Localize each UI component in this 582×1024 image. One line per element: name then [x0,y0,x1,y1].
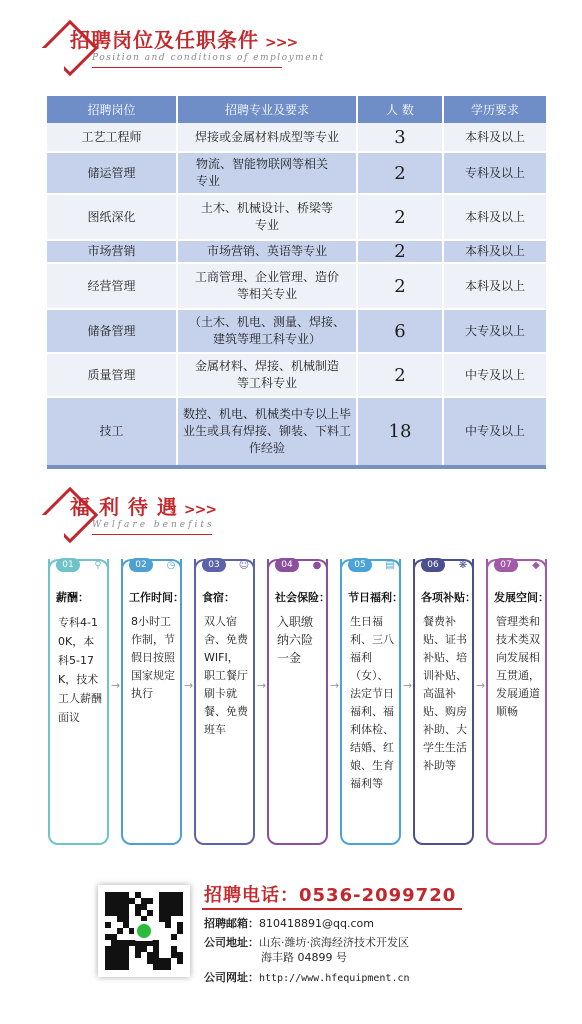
card-title: 各项补贴： [421,591,476,604]
contact-block [98,885,480,985]
card-body: 入职缴纳六险一金 [277,615,314,665]
section-header-positions [40,22,360,82]
count-cell: 2 [357,152,443,194]
arrow-right-icon: → [476,679,486,692]
requirement-cell: 数控、机电、机械类中专以上毕业生或具有焊接、铆装、下料工作经验 [177,397,357,467]
card-title: 节日福利： [348,591,403,604]
section-title: 福 利 待 遇 >>> [70,495,217,519]
education-cell: 本科及以上 [443,240,546,263]
circle-icon: ● [312,560,322,571]
table-row [47,309,546,353]
table-row [47,152,546,194]
wechat-icon [134,921,154,941]
recruit-phone: 招聘电话：0536-2099720 [204,885,457,906]
count-cell: 2 [357,194,443,240]
position-cell: 经营管理 [47,263,177,309]
table-row [47,263,546,309]
table-row [47,194,546,240]
count-cell: 18 [357,397,443,467]
position-cell: 市场营销 [47,240,177,263]
card-body: 双人宿舍、免费WIFI，职工餐厅刷卡就餐、免费班车 [204,615,248,736]
card-body: 生日福利、三八福利（女）、法定节日福利、福利体检、结婚、红娘、生育福利等 [350,615,394,790]
table-row [47,353,546,397]
card-body: 餐费补贴、证书补贴、培训补贴、高温补贴、购房补助、大学生生活补助等 [423,615,467,772]
education-cell: 大专及以上 [443,309,546,353]
search-icon: ⚲ [94,560,102,571]
benefits-cards [48,559,548,849]
count-cell: 2 [357,353,443,397]
table-row [47,240,546,263]
arrow-right-icon: → [403,679,413,692]
position-cell: 储备管理 [47,309,177,353]
requirement-cell: 工商管理、企业管理、造价等相关专业 [177,263,357,309]
table-header-row [47,96,546,123]
requirement-cell: 金属材料、焊接、机械制造等工科专业 [177,353,357,397]
column-header: 招聘岗位 [47,96,177,123]
arrow-right-icon: → [257,679,267,692]
education-cell: 本科及以上 [443,194,546,240]
card-title: 薪酬： [56,591,89,604]
position-cell: 工艺工程师 [47,123,177,152]
card-number: 03 [202,558,226,572]
table-row [47,397,546,467]
benefit-card-lodging [194,559,255,845]
count-cell: 2 [357,240,443,263]
document-icon: ▤ [385,560,395,571]
education-cell: 中专及以上 [443,353,546,397]
address-row: 公司地址：山东·潍坊·滨海经济技术开发区 [204,936,409,949]
website-row: 公司网址：http://www.hfequipment.cn [204,971,410,984]
benefit-card-holiday [340,559,401,845]
arrow-right-icon: → [184,679,194,692]
column-header: 人 数 [357,96,443,123]
position-cell: 技工 [47,397,177,467]
requirement-cell: （土木、机电、测量、焊接、建筑等理工科专业） [177,309,357,353]
card-number: 07 [494,558,518,572]
education-cell: 专科及以上 [443,152,546,194]
card-number: 02 [129,558,153,572]
benefit-card-hours [121,559,182,845]
benefit-card-development [486,559,547,845]
user-icon: ☺ [238,560,250,571]
card-title: 发展空间： [494,591,549,604]
card-body: 8小时工作制，节假日按照国家规定执行 [131,615,175,700]
address-line2: 海丰路 04899 号 [261,951,347,964]
card-title: 社会保险： [275,591,330,604]
card-title: 食宿： [202,591,235,604]
jobs-table [47,96,546,469]
email-link[interactable]: 810418891@qq.com [259,917,374,930]
position-cell: 质量管理 [47,353,177,397]
count-cell: 6 [357,309,443,353]
website-link[interactable]: http://www.hfequipment.cn [259,973,410,984]
requirement-cell: 土木、机械设计、桥梁等专业 [177,194,357,240]
card-body: 管理类和技术类双向发展相互贯通，发展通道顺畅 [496,615,540,718]
gear-icon: ❋ [458,560,468,571]
section-title: 招聘岗位及任职条件 >>> [70,28,298,52]
table-row [47,123,546,152]
card-title: 工作时间： [129,591,184,604]
count-cell: 3 [357,123,443,152]
qr-code[interactable] [98,885,190,977]
card-body: 专科4-10K，本科5-17K，技术工人薪酬面议 [58,616,102,724]
benefit-card-subsidy [413,559,474,845]
arrow-right-icon: → [111,679,121,692]
benefit-card-insurance [267,559,328,845]
column-header: 学历要求 [443,96,546,123]
position-cell: 储运管理 [47,152,177,194]
card-number: 01 [56,558,80,572]
position-cell: 图纸深化 [47,194,177,240]
education-cell: 本科及以上 [443,123,546,152]
education-cell: 本科及以上 [443,263,546,309]
section-subtitle: Welfare benefits [92,520,215,530]
requirement-cell: 市场营销、英语等专业 [177,240,357,263]
bulb-icon: ◆ [532,560,540,571]
education-cell: 中专及以上 [443,397,546,467]
clock-icon: ◷ [166,560,176,571]
requirement-cell: 物流、智能物联网等相关专业 [177,152,357,194]
email-row: 招聘邮箱：810418891@qq.com [204,917,374,930]
count-cell: 2 [357,263,443,309]
card-number: 06 [421,558,445,572]
requirement-cell: 焊接或金属材料成型等专业 [177,123,357,152]
section-subtitle: Position and conditions of employment [92,53,325,63]
section-header-benefits [40,489,360,549]
card-number: 05 [348,558,372,572]
arrow-right-icon: → [330,679,340,692]
benefit-card-salary [48,559,109,845]
column-header: 招聘专业及要求 [177,96,357,123]
card-number: 04 [275,558,299,572]
